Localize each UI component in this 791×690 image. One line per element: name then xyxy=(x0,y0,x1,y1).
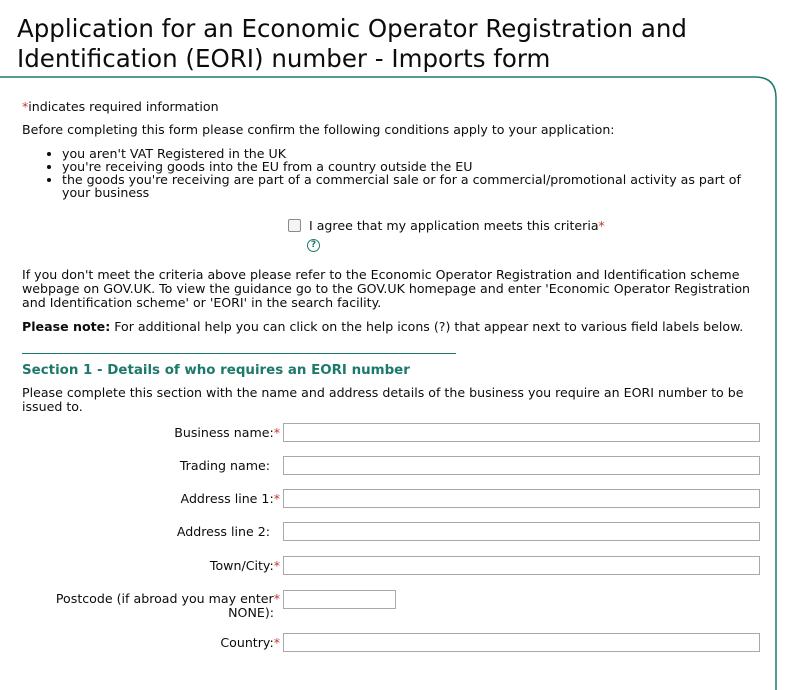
business-name-input[interactable] xyxy=(283,423,760,442)
agree-criteria-row xyxy=(288,219,605,233)
please-note xyxy=(22,320,743,334)
required-star: * xyxy=(273,591,280,606)
condition-item: • the goods you're receiving are part of a commercial sale or for a commercial/promotional activity as part of your business xyxy=(62,173,768,199)
postcode-input[interactable] xyxy=(283,590,396,609)
trading-name-input[interactable] xyxy=(283,456,760,475)
help-icon[interactable]: ? xyxy=(307,239,320,252)
country-label xyxy=(100,636,280,650)
address-line-2-input[interactable] xyxy=(283,522,760,541)
required-star: * xyxy=(273,635,280,650)
field-label-text: Postcode (if abroad you may enter xyxy=(55,591,274,606)
required-info-note xyxy=(22,100,219,114)
section-1-heading: Section 1 - Details of who requires an EORI number xyxy=(22,363,410,378)
section-divider xyxy=(22,353,456,354)
trading-name-label xyxy=(100,459,270,473)
page-title-line-2: Identification (EORI) number - Imports form xyxy=(17,44,551,73)
condition-item: • you're receiving goods into the EU from a country outside the EU xyxy=(62,160,768,173)
agree-criteria-label[interactable]: I agree that my application meets this criteria xyxy=(309,218,599,233)
postcode-label xyxy=(30,592,280,620)
field-label-text: Town/City: xyxy=(209,558,274,573)
address-line-1-input[interactable] xyxy=(283,489,760,508)
required-info-text: indicates required information xyxy=(28,99,219,114)
business-name-label xyxy=(100,426,280,440)
field-label-text: Country: xyxy=(220,635,274,650)
agree-criteria-checkbox[interactable] xyxy=(288,219,301,232)
page-title-line-1: Application for an Economic Operator Registration and xyxy=(17,14,687,43)
address-line-2-label xyxy=(100,525,270,539)
required-star: * xyxy=(598,218,605,233)
please-note-text: For additional help you can click on the help icons (?) that appear next to various field labels below. xyxy=(110,319,744,334)
field-label-text: Address line 2: xyxy=(176,524,270,539)
town-city-label xyxy=(100,559,280,573)
conditions-list xyxy=(22,147,768,199)
required-star: * xyxy=(22,99,29,114)
criteria-guidance-text: If you don't meet the criteria above please refer to the Economic Operator Registration and Identification scheme webpage on GOV.UK. To view the guidance go to the GOV.UK homepage and enter 'Economic Operator Registration and Identification scheme' or 'EORI' in the search facility. xyxy=(22,267,751,310)
please-note-label: Please note: xyxy=(22,319,111,334)
country-input[interactable] xyxy=(283,633,760,652)
required-star: * xyxy=(273,425,280,440)
field-label-text: Address line 1: xyxy=(180,491,274,506)
address-line-1-label xyxy=(100,492,280,506)
field-label-text: NONE): xyxy=(228,605,274,620)
field-label-text: Trading name: xyxy=(179,458,270,473)
condition-item: • you aren't VAT Registered in the UK xyxy=(62,147,768,160)
required-star: * xyxy=(273,491,280,506)
before-completing-text: Before completing this form please confirm the following conditions apply to your application: xyxy=(22,122,615,137)
section-1-description: Please complete this section with the name and address details of the business you require an EORI number to be issued to. xyxy=(22,385,744,414)
field-label-text: Business name: xyxy=(174,425,274,440)
required-star: * xyxy=(273,558,280,573)
town-city-input[interactable] xyxy=(283,556,760,575)
